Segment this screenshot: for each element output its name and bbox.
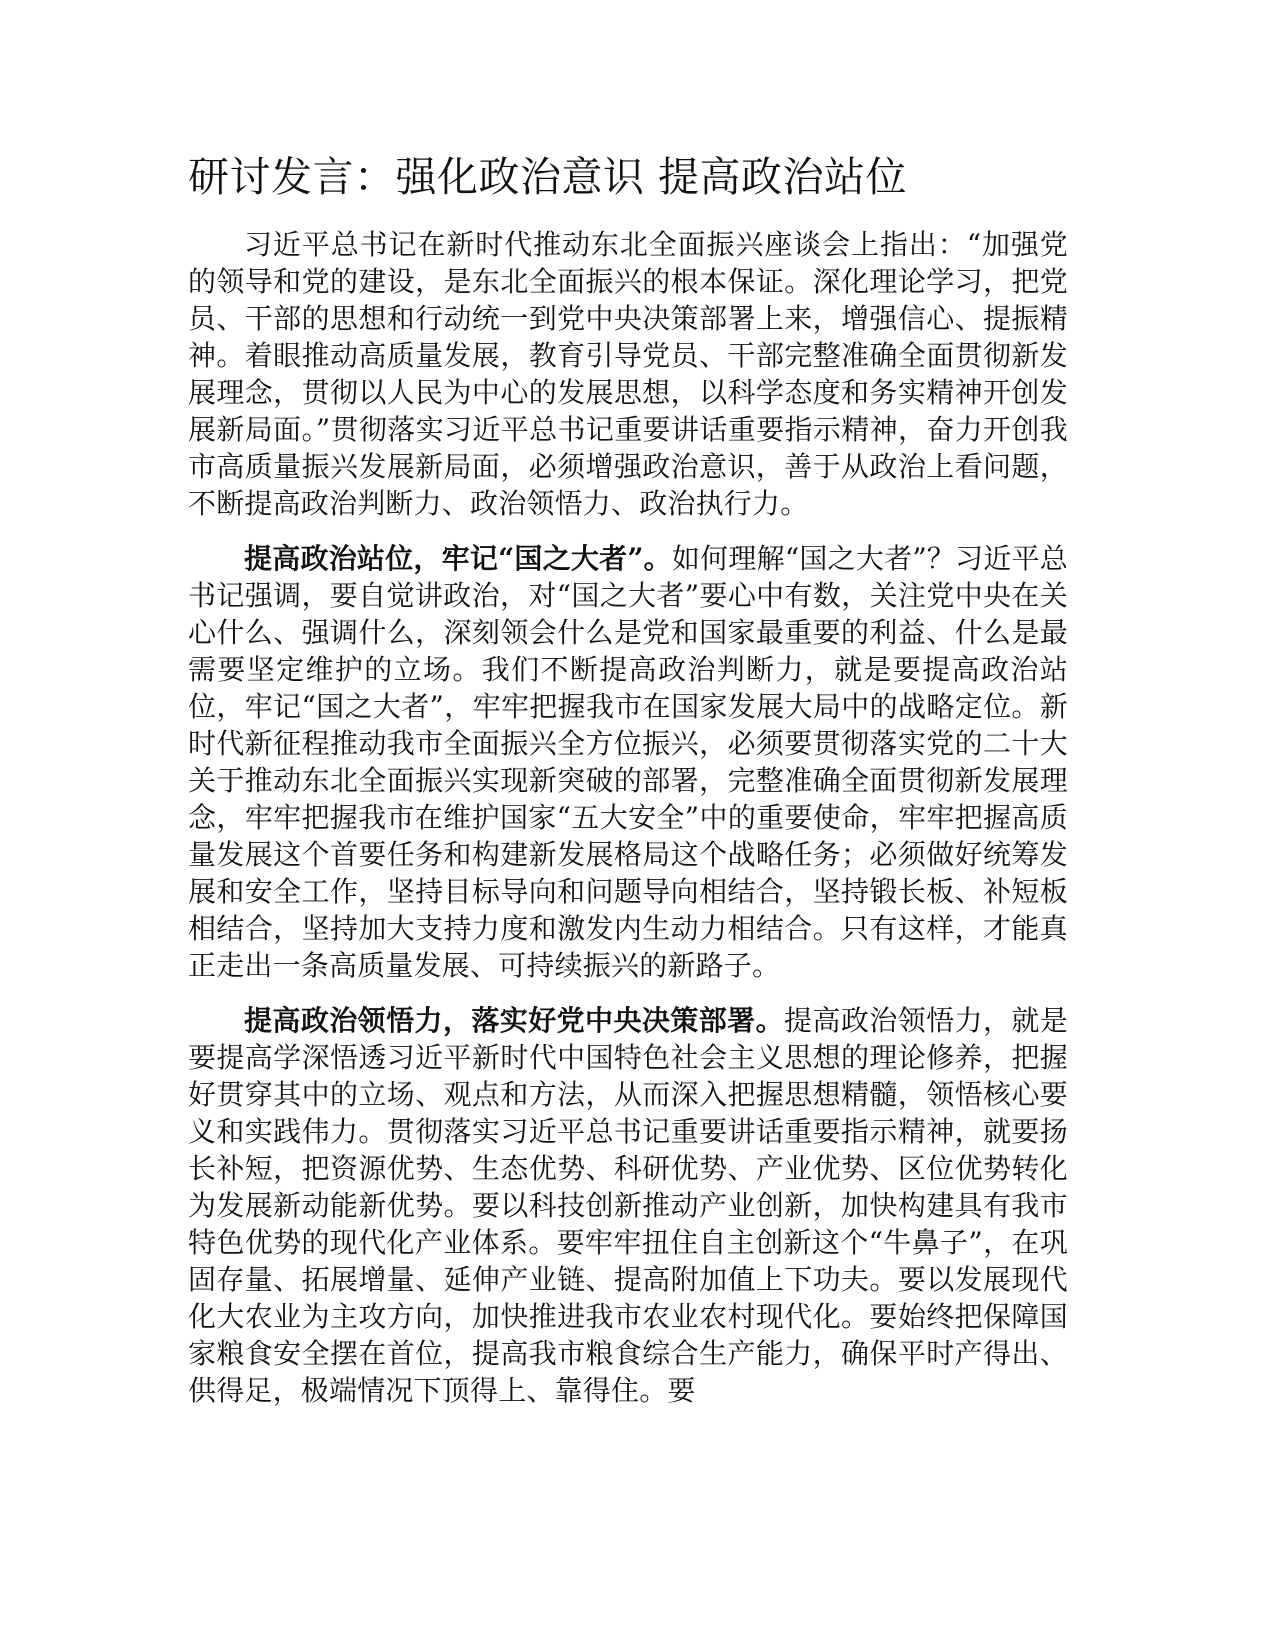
document-body	[188, 148, 1068, 1427]
paragraph-3-text: 提高政治领悟力，就是要提高学深悟透习近平新时代中国特色社会主义思想的理论修养，把握好贯穿其中的立场、观点和方法，从而深入把握思想精髓，领悟核心要义和实践伟力。贯彻落实习近平总书记重要讲话重要指示精神，就要扬长补短，把资源优势、生态优势、科研优势、产业优势、区位优势转化为发展新动能新优势。要以科技创新推动产业创新，加快构建具有我市特色优势的现代化产业体系。要牢牢扭住自主创新这个“牛鼻子”，在巩固存量、拓展增量、延伸产业链、提高附加值上下功夫。要以发展现代化大农业为主攻方向，加快推进我市农业农村现代化。要始终把保障国家粮食安全摆在首位，提高我市粮食综合生产能力，确保平时产得出、供得足，极端情况下顶得上、靠得住。要	[188, 1004, 1068, 1407]
paragraph-2-lead: 提高政治站位，牢记“国之大者”。	[244, 542, 672, 575]
paragraph-1-text: 习近平总书记在新时代推动东北全面振兴座谈会上指出：“加强党的领导和党的建设，是东北全面振兴的根本保证。深化理论学习，把党员、干部的思想和行动统一到党中央决策部署上来，增强信心、提振精神。着眼推动高质量发展，教育引导党员、干部完整准确全面贯彻新发展理念，贯彻以人民为中心的发展思想，以科学态度和务实精神开创发展新局面。”贯彻落实习近平总书记重要讲话重要指示精神，奋力开创我市高质量振兴发展新局面，必须增强政治意识，善于从政治上看问题，不断提高政治判断力、政治领悟力、政治执行力。	[188, 228, 1068, 520]
paragraph-2-text: 如何理解“国之大者”？习近平总书记强调，要自觉讲政治，对“国之大者”要心中有数，关注党中央在关心什么、强调什么，深刻领会什么是党和国家最重要的利益、什么是最需要坚定维护的立场。我们不断提高政治判断力，就是要提高政治站位，牢记“国之大者”，牢牢把握我市在国家发展大局中的战略定位。新时代新征程推动我市全面振兴全方位振兴，必须要贯彻落实党的二十大关于推动东北全面振兴实现新突破的部署，完整准确全面贯彻新发展理念，牢牢把握我市在维护国家“五大安全”中的重要使命，牢牢把握高质量发展这个首要任务和构建新发展格局这个战略任务；必须做好统筹发展和安全工作，坚持目标导向和问题导向相结合，坚持锻长板、补短板相结合，坚持加大支持力度和激发内生动力相结合。只有这样，才能真正走出一条高质量发展、可持续振兴的新路子。	[188, 542, 1068, 982]
paragraph-3-lead: 提高政治领悟力，落实好党中央决策部署。	[244, 1004, 784, 1037]
document-title: 研讨发言：强化政治意识 提高政治站位	[188, 153, 908, 201]
paragraph-2	[188, 540, 1068, 984]
paragraph-1	[188, 226, 1068, 522]
paragraph-3	[188, 1002, 1068, 1409]
